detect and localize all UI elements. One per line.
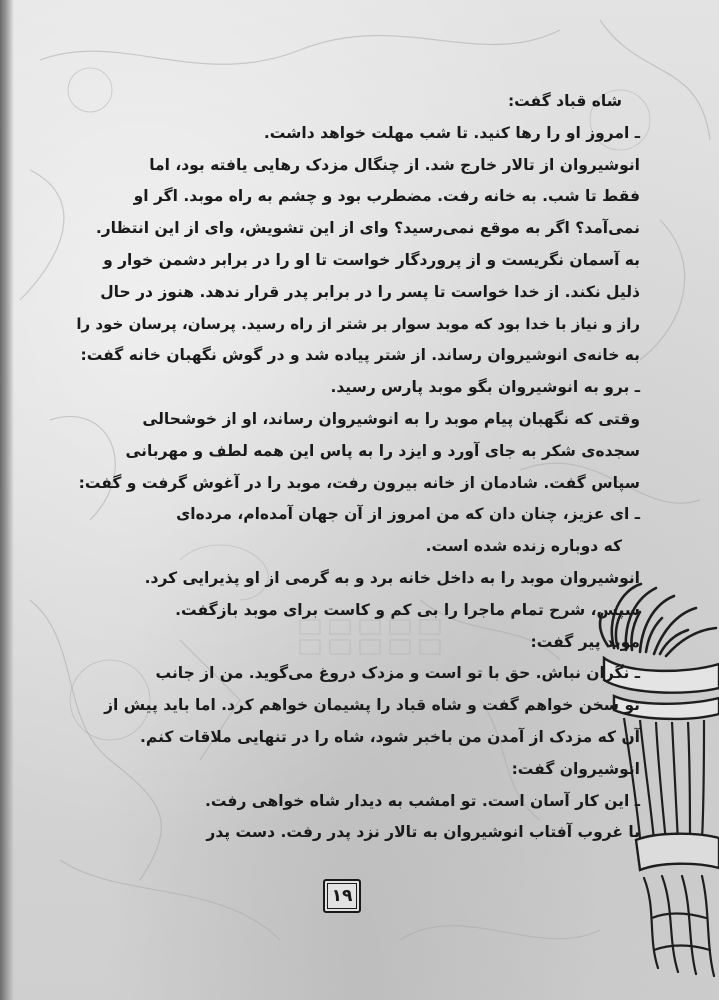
text-line: ـ برو به انوشیروان بگو موبد پارس رسید. xyxy=(330,378,640,397)
text-line: ـ امروز او را رها کنید. تا شب مهلت خواهد داشت. xyxy=(263,123,640,142)
text-line: انوشیروان از تالار خارج شد. از چنگال مزدک رهایی یافته بود، اما xyxy=(149,155,640,174)
text-line: به خانه‌ی انوشیروان رساند. از شتر پیاده شد و در گوش نگهبان خانه گفت: xyxy=(80,346,640,365)
text-line: ـ این کار آسان است. تو امشب به دیدار شاه خواهی رفت. xyxy=(205,791,640,810)
text-line: ـ نگران نباش. حق با تو است و مزدک دروغ می‌گوید. من از جانب xyxy=(155,664,640,683)
text-line: به آسمان نگریست و از پروردگار خواست تا او را در برابر دشمن خوار و xyxy=(103,250,640,269)
text-line: وقتی که نگهبان پیام موبد را به انوشیروان رساند، او از خوشحالی xyxy=(142,409,640,428)
text-line: شاه قباد گفت: xyxy=(507,92,622,110)
text-line: سجده‌ی شکر به جای آورد و ایزد را به پاس این همه لطف و مهربانی xyxy=(125,441,640,460)
text-line: آن که مزدک از آمدن من باخبر شود، شاه را در تنهایی ملاقات کنم. xyxy=(140,727,640,746)
text-line: تو سخن خواهم گفت و شاه قباد را پشیمان خواهم کرد. اما باید پیش از xyxy=(104,696,640,715)
text-line: انوشیروان موبد را به داخل خانه برد و به گرمی از او پذیرایی کرد. xyxy=(144,568,640,587)
text-line: با غروب آفتاب انوشیروان به تالار نزد پدر رفت. دست پدر xyxy=(206,823,640,842)
text-line: موبد پیر گفت: xyxy=(530,632,640,651)
story-text xyxy=(70,86,640,849)
text-line: فقط تا شب. به خانه رفت. مضطرب بود و چشم به راه موبد. اگر او xyxy=(133,187,640,206)
text-line: راز و نیاز با خدا بود که موبد سوار بر شتر از راه رسید. پرسان، پرسان خود را xyxy=(76,314,640,333)
text-line: ـ ای عزیز، چنان دان که من امروز از آن جهان آمده‌ام، مرده‌ای xyxy=(176,505,640,524)
text-line: نمی‌آمد؟ اگر به موقع نمی‌رسید؟ وای از این تشویش، وای از این انتظار. xyxy=(95,219,640,238)
text-line: سپس، شرح تمام ماجرا را بی کم و کاست برای موبد بازگفت. xyxy=(175,600,640,619)
text-line: ذلیل نکند. از خدا خواست تا پسر را در برابر پدر قرار ندهد. هنوز در حال xyxy=(100,282,640,301)
text-line: سپاس گفت. شادمان از خانه بیرون رفت، موبد را در آغوش گرفت و گفت: xyxy=(78,473,640,492)
text-line: که دوباره زنده شده است. xyxy=(425,537,622,556)
page-number: ۱۹ xyxy=(323,879,361,913)
text-line: انوشیروان گفت: xyxy=(511,759,640,778)
